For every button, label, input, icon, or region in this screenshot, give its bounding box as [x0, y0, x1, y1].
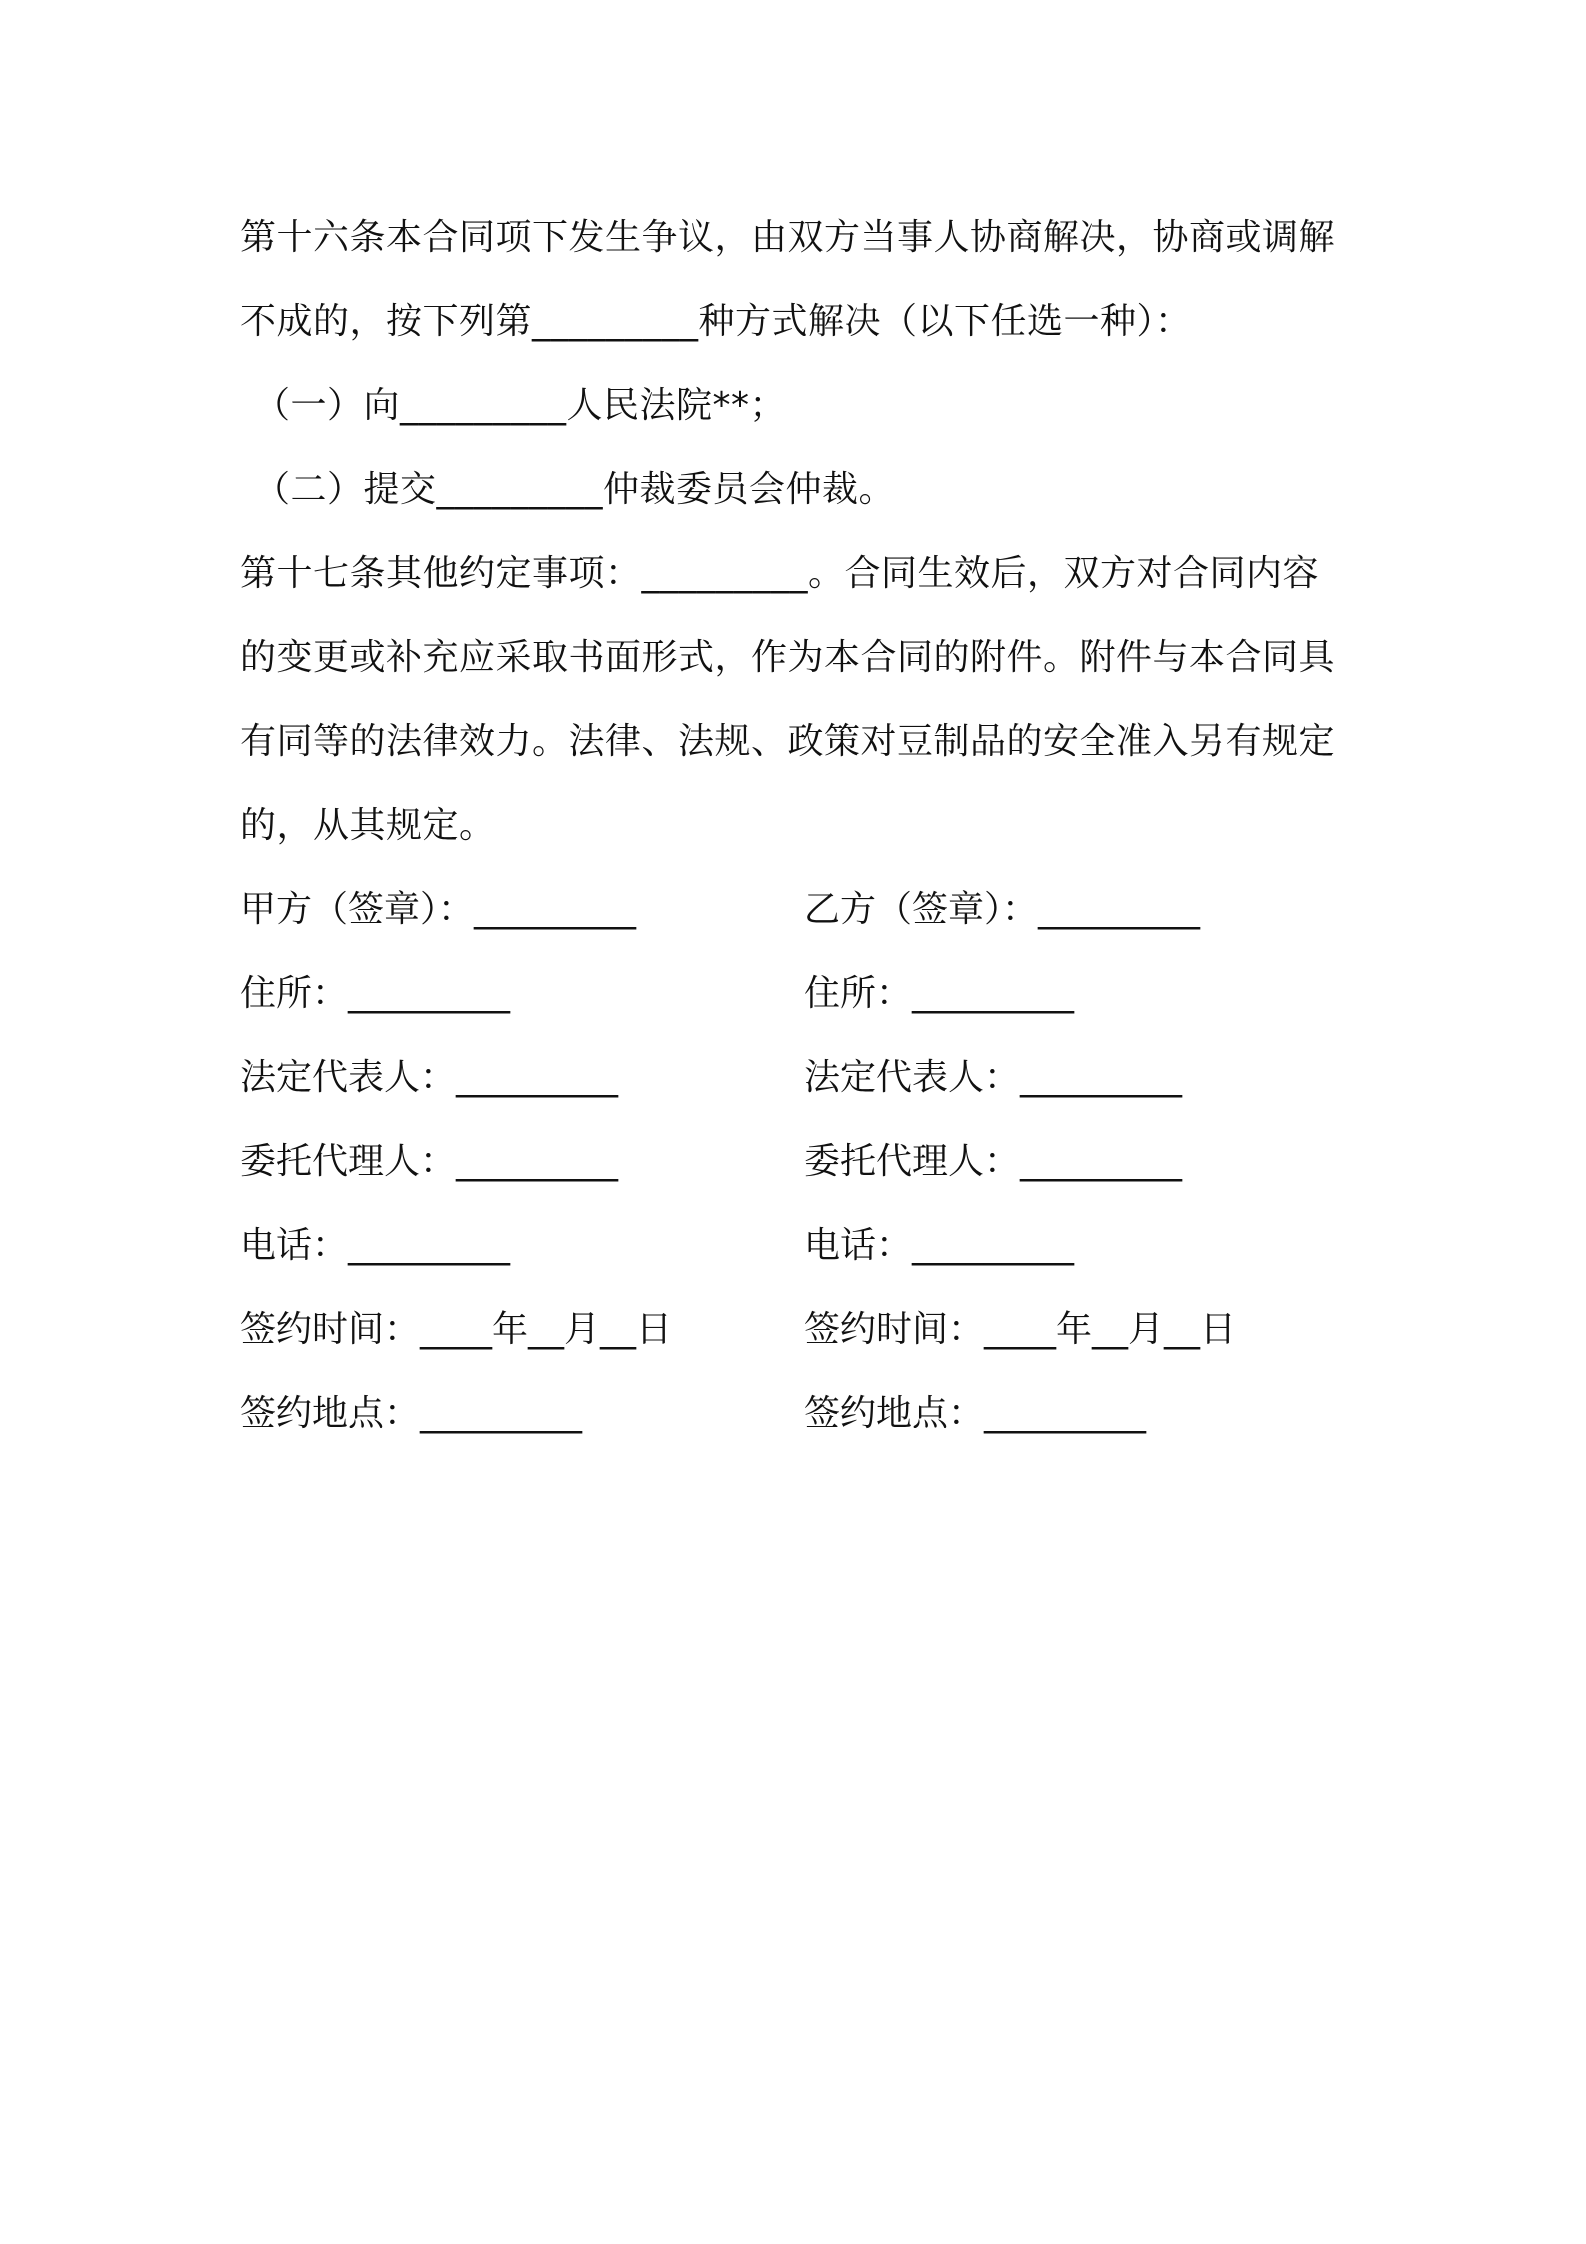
party-a-seal: 甲方（签章）：_________: [240, 889, 637, 930]
party-a-phone: 电话：_________: [240, 1225, 511, 1266]
party-b-seal: 乙方（签章）：_________: [804, 889, 1201, 930]
party-b-legal-rep: 法定代表人：_________: [804, 1057, 1183, 1098]
signature-row-agent: [240, 1120, 1360, 1204]
party-a-legal-rep: 法定代表人：_________: [240, 1057, 619, 1098]
document-body: [240, 196, 1360, 1456]
party-a-sign-place: 签约地点：_________: [240, 1393, 583, 1434]
signature-row-phone: [240, 1204, 1360, 1288]
article-16-option-2: （二）提交_________仲裁委员会仲裁。: [254, 469, 896, 510]
article-16-line-2: 不成的，按下列第_________种方式解决（以下任选一种）：: [240, 301, 1192, 342]
party-a-agent: 委托代理人：_________: [240, 1141, 619, 1182]
article-17-line-3: 有同等的法律效力。法律、法规、政策对豆制品的安全准入另有规定: [240, 721, 1336, 762]
party-b-agent: 委托代理人：_________: [804, 1141, 1183, 1182]
article-17-line-2: 的变更或补充应采取书面形式，作为本合同的附件。附件与本合同具: [240, 637, 1336, 678]
article-16-line-1: 第十六条本合同项下发生争议，由双方当事人协商解决，协商或调解: [240, 217, 1336, 258]
party-a-sign-date: 签约时间：____年__月__日: [240, 1309, 673, 1350]
signature-row-legal-rep: [240, 1036, 1360, 1120]
signature-row-date: [240, 1288, 1360, 1372]
party-a-address: 住所：_________: [240, 973, 511, 1014]
article-17-line-4: 的，从其规定。: [240, 805, 496, 846]
party-b-sign-place: 签约地点：_________: [804, 1393, 1147, 1434]
signature-block: [240, 868, 1360, 1456]
article-17-line-1: 第十七条其他约定事项：_________。合同生效后，双方对合同内容: [240, 553, 1320, 594]
article-16-option-1: （一）向_________人民法院**；: [254, 385, 787, 426]
signature-row-seal: [240, 868, 1360, 952]
signature-row-place: [240, 1372, 1360, 1456]
party-b-address: 住所：_________: [804, 973, 1075, 1014]
signature-row-address: [240, 952, 1360, 1036]
party-b-sign-date: 签约时间：____年__月__日: [804, 1309, 1237, 1350]
party-b-phone: 电话：_________: [804, 1225, 1075, 1266]
